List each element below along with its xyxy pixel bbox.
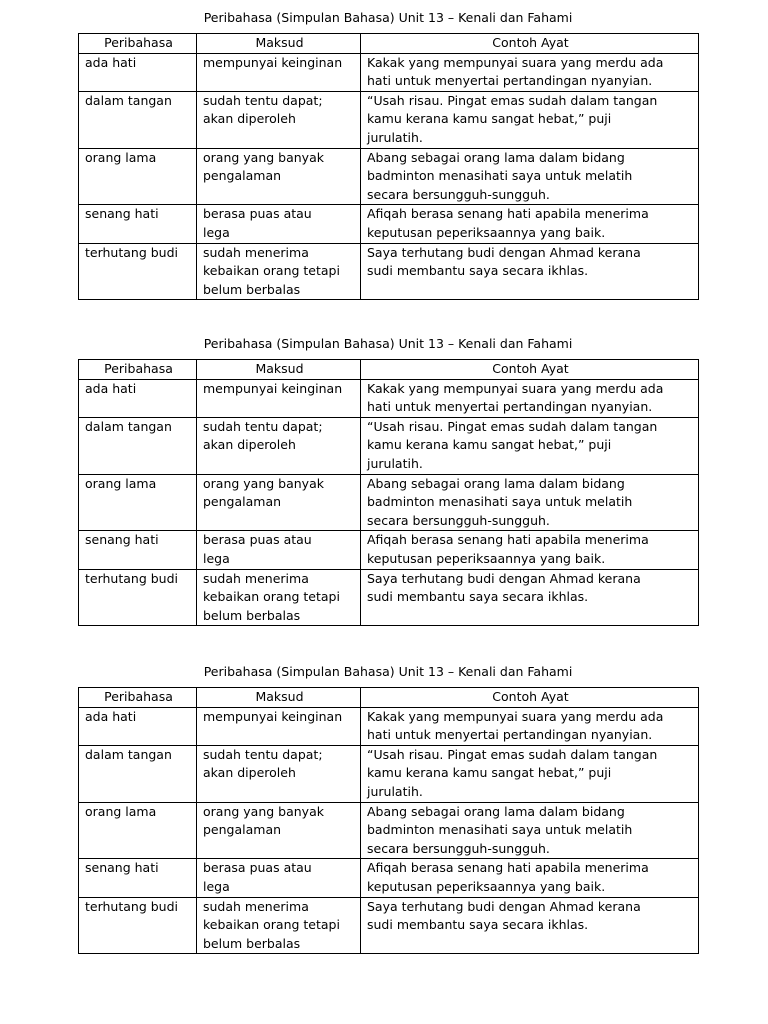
header-peribahasa: Peribahasa <box>79 688 197 708</box>
table-row <box>79 205 699 243</box>
table-row <box>79 379 699 417</box>
cell-maksud: berasa puas atau lega <box>197 531 361 569</box>
table-row <box>79 569 699 626</box>
cell-peribahasa: ada hati <box>79 379 197 417</box>
table-row <box>79 897 699 954</box>
table-row <box>79 243 699 300</box>
section-title: Peribahasa (Simpulan Bahasa) Unit 13 – Kenali dan Fahami <box>203 664 573 679</box>
cell-maksud: mempunyai keinginan <box>197 707 361 745</box>
table-row <box>79 417 699 474</box>
cell-contoh: Afiqah berasa senang hati apabila menerima keputusan peperiksaannya yang baik. <box>361 205 699 243</box>
header-peribahasa: Peribahasa <box>79 34 197 54</box>
cell-maksud: orang yang banyak pengalaman <box>197 802 361 859</box>
cell-contoh: Abang sebagai orang lama dalam bidang badminton menasihati saya untuk melatih secara bersungguh-sungguh. <box>361 148 699 205</box>
cell-maksud: mempunyai keinginan <box>197 53 361 91</box>
cell-contoh: Saya terhutang budi dengan Ahmad kerana sudi membantu saya secara ikhlas. <box>361 569 699 626</box>
cell-contoh: Saya terhutang budi dengan Ahmad kerana sudi membantu saya secara ikhlas. <box>361 897 699 954</box>
cell-contoh: Abang sebagai orang lama dalam bidang badminton menasihati saya untuk melatih secara bersungguh-sungguh. <box>361 474 699 531</box>
table-row <box>79 802 699 859</box>
cell-peribahasa: dalam tangan <box>79 745 197 802</box>
section-title: Peribahasa (Simpulan Bahasa) Unit 13 – Kenali dan Fahami <box>203 336 573 351</box>
cell-peribahasa: terhutang budi <box>79 243 197 300</box>
header-peribahasa: Peribahasa <box>79 360 197 380</box>
cell-contoh: “Usah risau. Pingat emas sudah dalam tangan kamu kerana kamu sangat hebat,” puji jurulatih. <box>361 745 699 802</box>
cell-contoh: “Usah risau. Pingat emas sudah dalam tangan kamu kerana kamu sangat hebat,” puji jurulatih. <box>361 91 699 148</box>
table-row <box>79 745 699 802</box>
cell-peribahasa: senang hati <box>79 859 197 897</box>
table-row <box>79 148 699 205</box>
cell-contoh: Saya terhutang budi dengan Ahmad kerana sudi membantu saya secara ikhlas. <box>361 243 699 300</box>
cell-peribahasa: senang hati <box>79 205 197 243</box>
cell-maksud: orang yang banyak pengalaman <box>197 474 361 531</box>
cell-peribahasa: orang lama <box>79 148 197 205</box>
table-row <box>79 531 699 569</box>
cell-peribahasa: orang lama <box>79 474 197 531</box>
cell-maksud: sudah menerima kebaikan orang tetapi belum berbalas <box>197 897 361 954</box>
cell-peribahasa: terhutang budi <box>79 897 197 954</box>
cell-contoh: Abang sebagai orang lama dalam bidang badminton menasihati saya untuk melatih secara bersungguh-sungguh. <box>361 802 699 859</box>
table-row <box>79 91 699 148</box>
table-header-row <box>79 360 699 380</box>
cell-maksud: sudah menerima kebaikan orang tetapi belum berbalas <box>197 569 361 626</box>
cell-peribahasa: terhutang budi <box>79 569 197 626</box>
cell-maksud: sudah menerima kebaikan orang tetapi belum berbalas <box>197 243 361 300</box>
cell-maksud: orang yang banyak pengalaman <box>197 148 361 205</box>
header-contoh-ayat: Contoh Ayat <box>361 688 699 708</box>
cell-maksud: sudah tentu dapat; akan diperoleh <box>197 91 361 148</box>
cell-maksud: sudah tentu dapat; akan diperoleh <box>197 745 361 802</box>
cell-peribahasa: senang hati <box>79 531 197 569</box>
cell-contoh: Afiqah berasa senang hati apabila menerima keputusan peperiksaannya yang baik. <box>361 859 699 897</box>
peribahasa-table <box>78 687 699 954</box>
section-title: Peribahasa (Simpulan Bahasa) Unit 13 – Kenali dan Fahami <box>203 10 573 25</box>
header-contoh-ayat: Contoh Ayat <box>361 360 699 380</box>
header-maksud: Maksud <box>197 34 361 54</box>
cell-contoh: Afiqah berasa senang hati apabila menerima keputusan peperiksaannya yang baik. <box>361 531 699 569</box>
table-row <box>79 859 699 897</box>
cell-contoh: Kakak yang mempunyai suara yang merdu ada hati untuk menyertai pertandingan nyanyian. <box>361 53 699 91</box>
cell-peribahasa: dalam tangan <box>79 417 197 474</box>
cell-peribahasa: ada hati <box>79 707 197 745</box>
cell-contoh: Kakak yang mempunyai suara yang merdu ada hati untuk menyertai pertandingan nyanyian. <box>361 379 699 417</box>
header-contoh-ayat: Contoh Ayat <box>361 34 699 54</box>
peribahasa-table <box>78 359 699 626</box>
cell-peribahasa: dalam tangan <box>79 91 197 148</box>
cell-maksud: berasa puas atau lega <box>197 859 361 897</box>
table-row <box>79 707 699 745</box>
header-maksud: Maksud <box>197 360 361 380</box>
cell-contoh: Kakak yang mempunyai suara yang merdu ada hati untuk menyertai pertandingan nyanyian. <box>361 707 699 745</box>
header-maksud: Maksud <box>197 688 361 708</box>
table-row <box>79 53 699 91</box>
cell-maksud: mempunyai keinginan <box>197 379 361 417</box>
table-header-row <box>79 34 699 54</box>
table-header-row <box>79 688 699 708</box>
cell-peribahasa: orang lama <box>79 802 197 859</box>
cell-maksud: berasa puas atau lega <box>197 205 361 243</box>
cell-maksud: sudah tentu dapat; akan diperoleh <box>197 417 361 474</box>
peribahasa-table <box>78 33 699 300</box>
cell-contoh: “Usah risau. Pingat emas sudah dalam tangan kamu kerana kamu sangat hebat,” puji jurulatih. <box>361 417 699 474</box>
cell-peribahasa: ada hati <box>79 53 197 91</box>
table-row <box>79 474 699 531</box>
